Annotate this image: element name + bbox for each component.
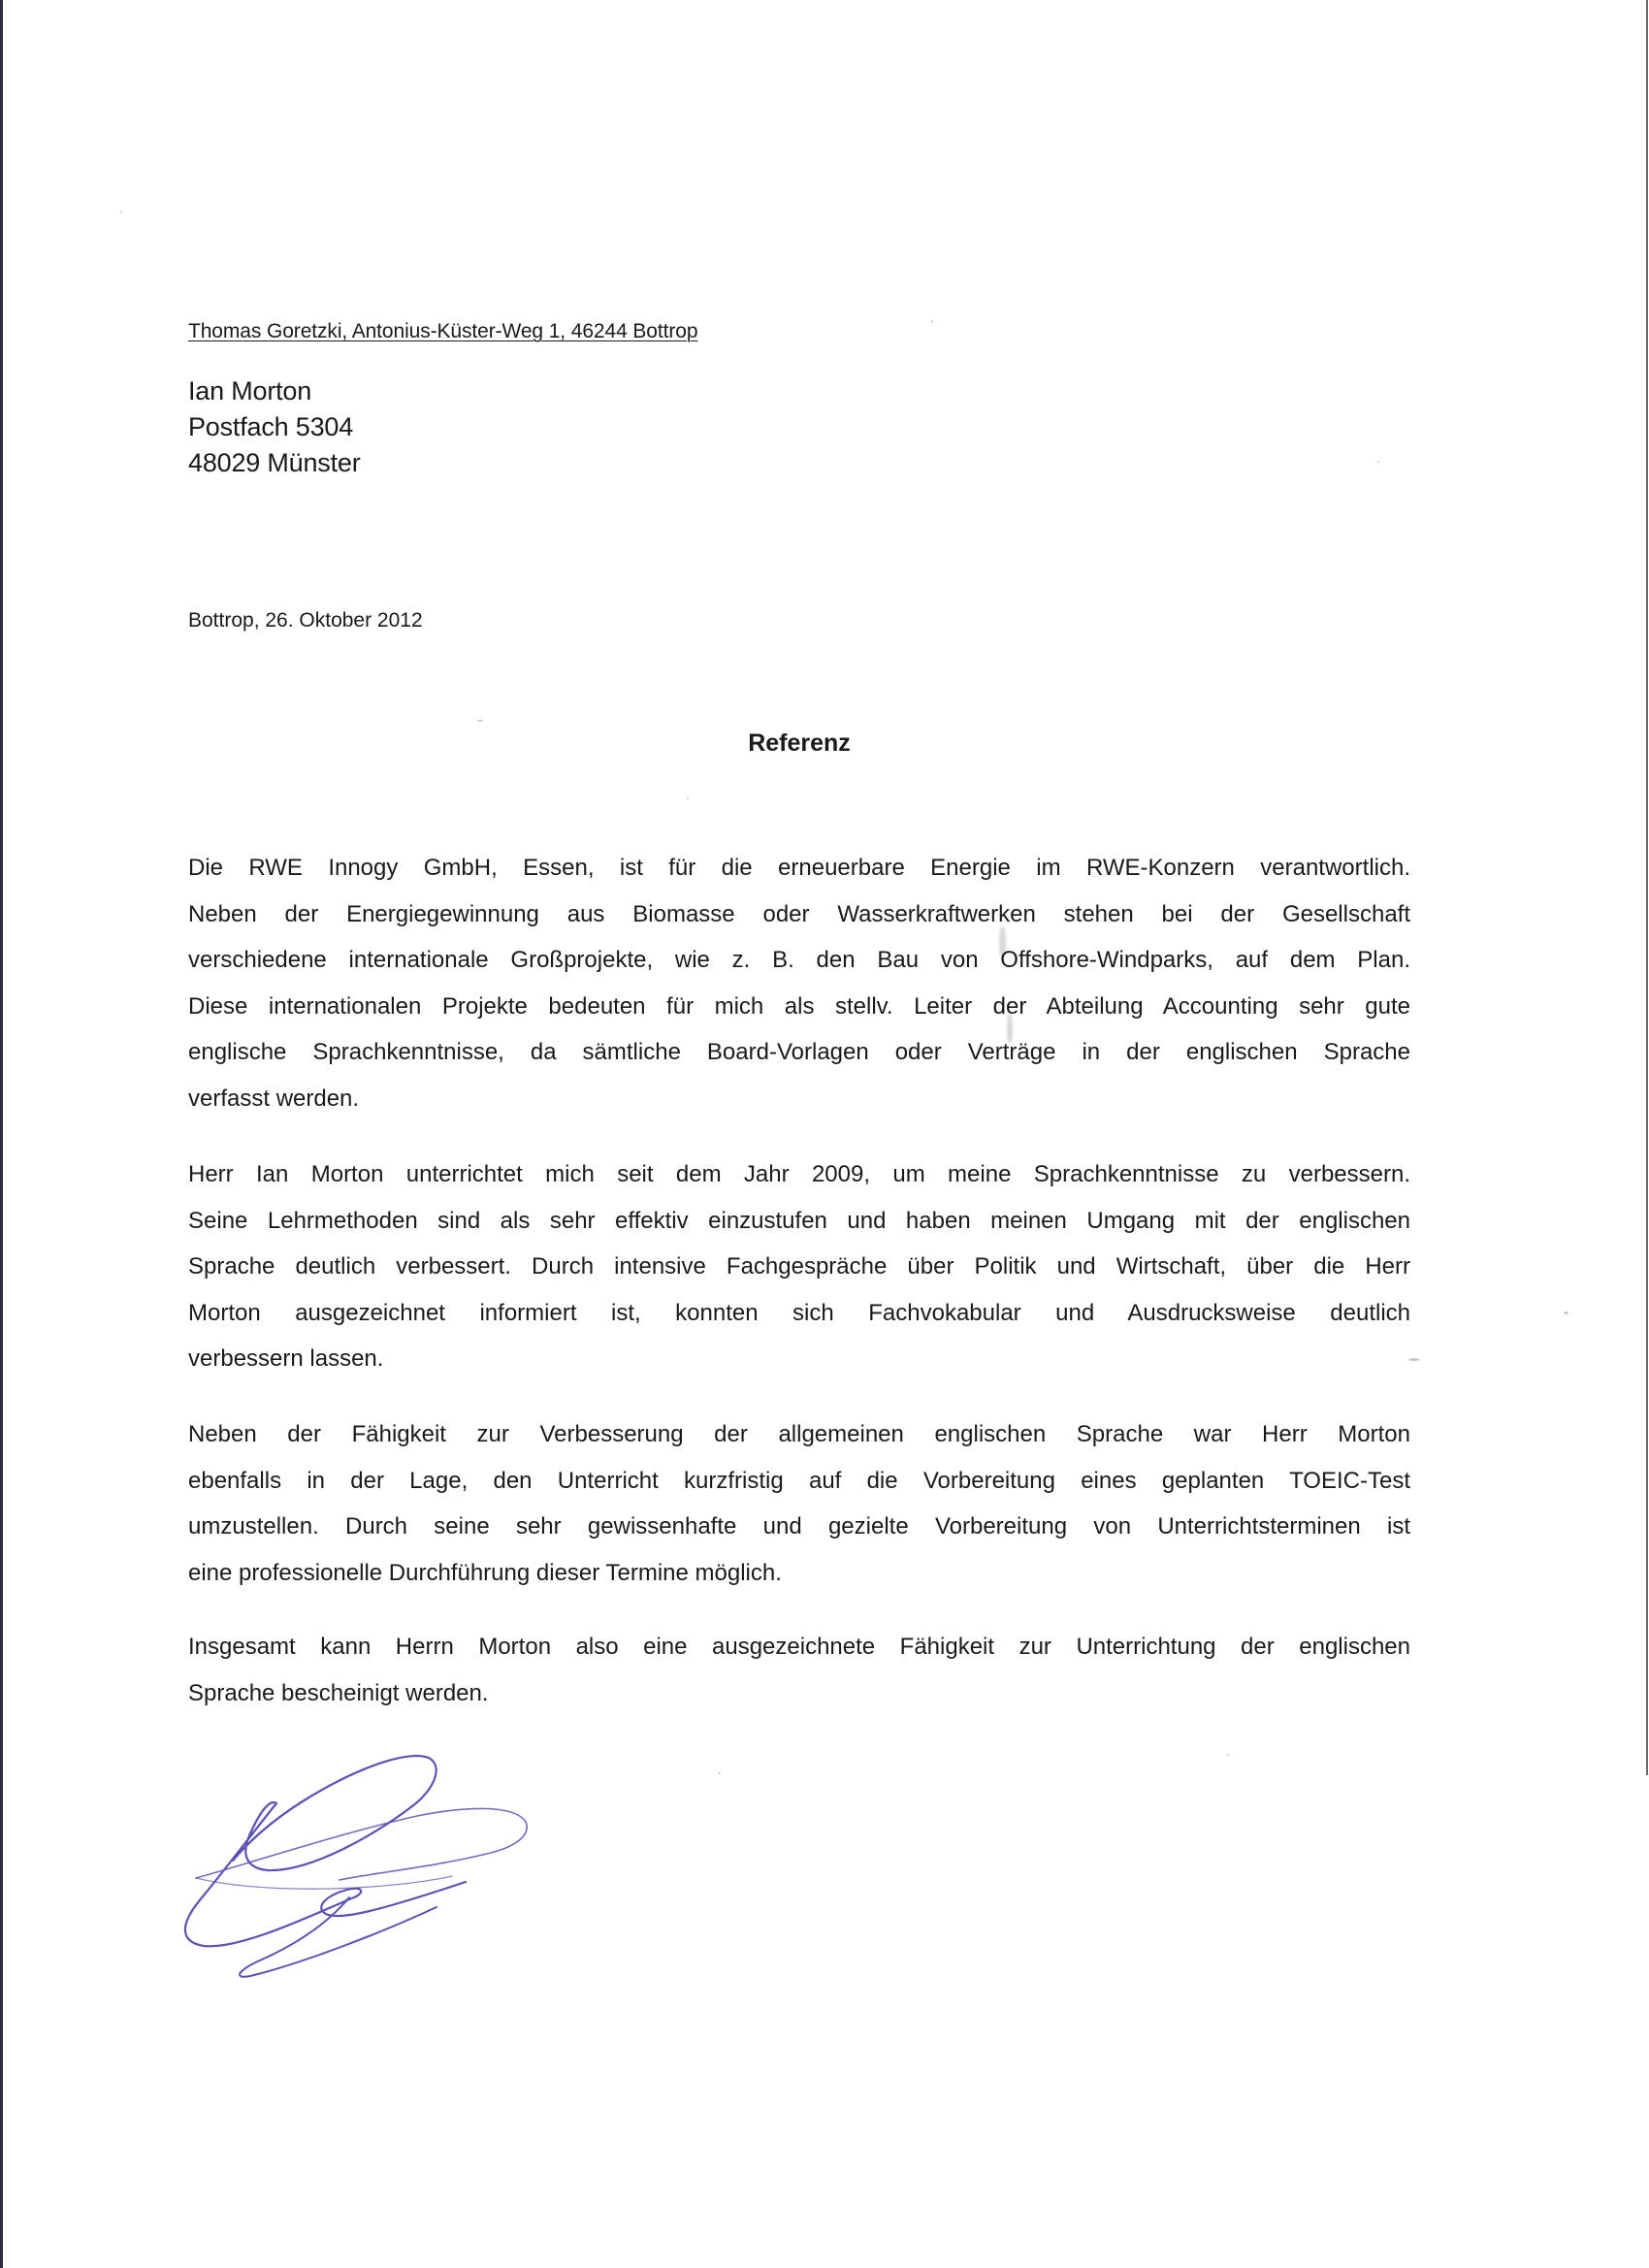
text-line: Diese internationalen Projekte bedeuten für mich als stellv. Leiter der Abteilung Accounting sehr gute bbox=[188, 993, 1410, 1020]
text-line: englische Sprachkenntnisse, da sämtliche Board-Vorlagen oder Verträge in der englischen Sprache bbox=[188, 1039, 1410, 1065]
scan-speck bbox=[120, 211, 122, 213]
scan-speck bbox=[718, 1772, 721, 1774]
recipient-street: Postfach 5304 bbox=[188, 412, 354, 441]
text-line: Neben der Fähigkeit zur Verbesserung der allgemeinen englischen Sprache war Herr Morton bbox=[188, 1421, 1410, 1447]
signature-stroke bbox=[196, 1876, 452, 1889]
signature-stroke bbox=[233, 1756, 436, 1870]
signature-stroke bbox=[240, 1897, 436, 1977]
text-line: Die RWE Innogy GmbH, Essen, ist für die erneuerbare Energie im RWE-Konzern verantwortlich. bbox=[188, 855, 1410, 881]
handwritten-signature bbox=[146, 1727, 553, 1998]
letter-subject: Referenz bbox=[748, 729, 851, 757]
scan-speck bbox=[1377, 461, 1379, 463]
scan-speck bbox=[687, 797, 689, 799]
scan-speck bbox=[931, 320, 933, 323]
text-line: umzustellen. Durch seine sehr gewissenhafte und gezielte Vorbereitung von Unterrichtsterminen ist bbox=[188, 1513, 1410, 1539]
text-line: verbessern lassen. bbox=[188, 1345, 384, 1372]
text-line: ebenfalls in der Lage, den Unterricht kurzfristig auf die Vorbereitung eines geplanten TOEIC-Test bbox=[188, 1468, 1410, 1494]
text-line: eine professionelle Durchführung dieser Termine möglich. bbox=[188, 1560, 782, 1586]
recipient-name: Ian Morton bbox=[188, 376, 312, 405]
scan-speck bbox=[1227, 1754, 1229, 1756]
scan-speck bbox=[1564, 1312, 1568, 1314]
text-line: Insgesamt kann Herrn Morton also eine ausgezeichnete Fähigkeit zur Unterrichtung der englischen bbox=[188, 1634, 1410, 1660]
text-line: Neben der Energiegewinnung aus Biomasse oder Wasserkraftwerken stehen bei der Gesellschaft bbox=[188, 901, 1410, 927]
sender-address-line: Thomas Goretzki, Antonius-Küster-Weg 1, 46244 Bottrop bbox=[188, 320, 698, 342]
signature-stroke bbox=[185, 1803, 466, 1946]
scan-border-right bbox=[1646, 0, 1648, 1775]
date-line: Bottrop, 26. Oktober 2012 bbox=[188, 609, 423, 632]
scan-border-left bbox=[0, 0, 3, 2268]
text-line: verschiedene internationale Großprojekte, wie z. B. den Bau von Offshore-Windparks, auf dem Plan. bbox=[188, 947, 1410, 973]
text-line: Seine Lehrmethoden sind als sehr effektiv einzustufen und haben meinen Umgang mit der englischen bbox=[188, 1208, 1410, 1234]
scan-speck bbox=[477, 720, 483, 722]
text-line: Sprache deutlich verbessert. Durch intensive Fachgespräche über Politik und Wirtschaft, über die Herr bbox=[188, 1253, 1410, 1280]
text-line: Herr Ian Morton unterrichtet mich seit dem Jahr 2009, um meine Sprachkenntnisse zu verbessern. bbox=[188, 1161, 1410, 1187]
recipient-city: 48029 Münster bbox=[188, 448, 361, 477]
text-line: Sprache bescheinigt werden. bbox=[188, 1680, 489, 1706]
text-line: verfasst werden. bbox=[188, 1085, 360, 1112]
text-line: Morton ausgezeichnet informiert ist, konnten sich Fachvokabular und Ausdrucksweise deutlich bbox=[188, 1300, 1410, 1326]
